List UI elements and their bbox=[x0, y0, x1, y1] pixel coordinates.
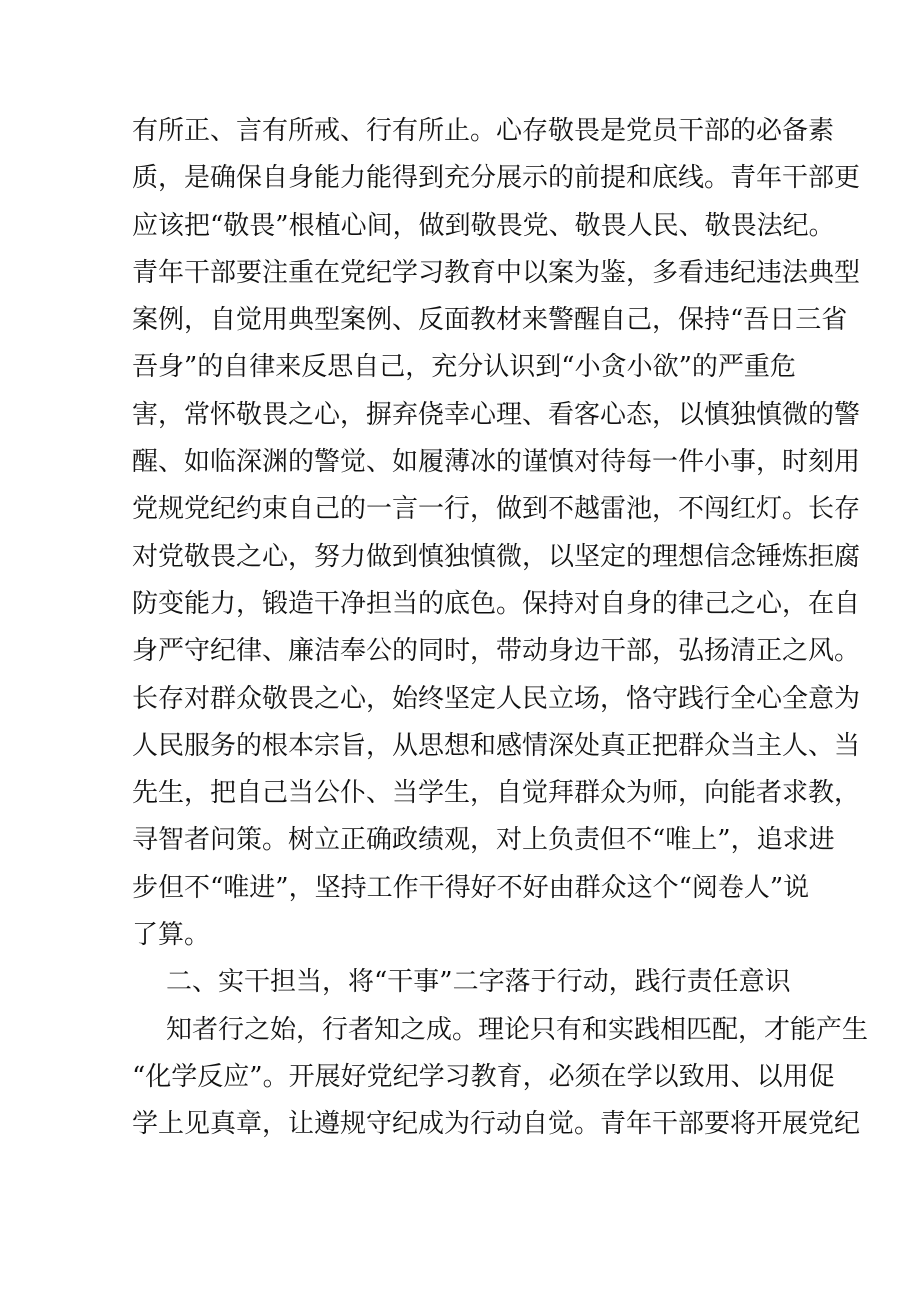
text-line: 党规党纪约束自己的一言一行，做到不越雷池，不闯红灯。长存 bbox=[132, 494, 861, 525]
text-line: 步但不“唯进”，坚持工作干得好不好由群众这个“阅卷人”说 bbox=[132, 872, 810, 903]
section-heading: 二、实干担当，将“干事”二字落于行动，践行责任意识 bbox=[166, 967, 791, 998]
text-line: “化学反应”。开展好党纪学习教育，必须在学以致用、以用促 bbox=[132, 1061, 835, 1092]
text-line: 先生，把自己当公仆、当学生，自觉拜群众为师，向能者求教， bbox=[132, 778, 861, 809]
document-body bbox=[132, 108, 869, 1149]
text-line: 了算。 bbox=[132, 920, 211, 951]
text-line: 防变能力，锻造干净担当的底色。保持对自身的律己之心，在自 bbox=[132, 588, 861, 619]
text-line: 有所正、言有所戒、行有所止。心存敬畏是党员干部的必备素 bbox=[132, 116, 835, 146]
text-line: 学上见真章，让遵规守纪成为行动自觉。青年干部要将开展党纪 bbox=[132, 1109, 861, 1140]
text-line: 对党敬畏之心，努力做到慎独慎微，以坚定的理想信念锤炼拒腐 bbox=[132, 541, 861, 572]
text-line: 应该把“敬畏”根植心间，做到敬畏党、敬畏人民、敬畏法纪。 bbox=[132, 210, 835, 241]
text-line: 身严守纪律、廉洁奉公的同时，带动身边干部，弘扬清正之风。 bbox=[132, 636, 861, 667]
text-line: 案例，自觉用典型案例、反面教材来警醒自己，保持“吾日三省 bbox=[132, 305, 848, 336]
text-line: 质，是确保自身能力能得到充分展示的前提和底线。青年干部更 bbox=[132, 163, 861, 194]
text-line: 青年干部要注重在党纪学习教育中以案为鉴，多看违纪违法典型 bbox=[132, 257, 861, 288]
text-line: 醒、如临深渊的警觉、如履薄冰的谨慎对待每一件小事，时刻用 bbox=[132, 447, 861, 478]
text-line: 害，常怀敬畏之心，摒弃侥幸心理、看客心态，以慎独慎微的警 bbox=[132, 399, 861, 430]
text-line: 吾身”的自律来反思自己，充分认识到“小贪小欲”的严重危 bbox=[132, 352, 796, 383]
text-line: 人民服务的根本宗旨，从思想和感情深处真正把群众当主人、当 bbox=[132, 730, 861, 761]
text-line: 寻智者问策。树立正确政绩观，对上负责但不“唯上”，追求进 bbox=[132, 825, 835, 856]
text-line: 知者行之始，行者知之成。理论只有和实践相匹配，才能产生 bbox=[166, 1014, 869, 1045]
text-line: 长存对群众敬畏之心，始终坚定人民立场，恪守践行全心全意为 bbox=[132, 683, 861, 714]
